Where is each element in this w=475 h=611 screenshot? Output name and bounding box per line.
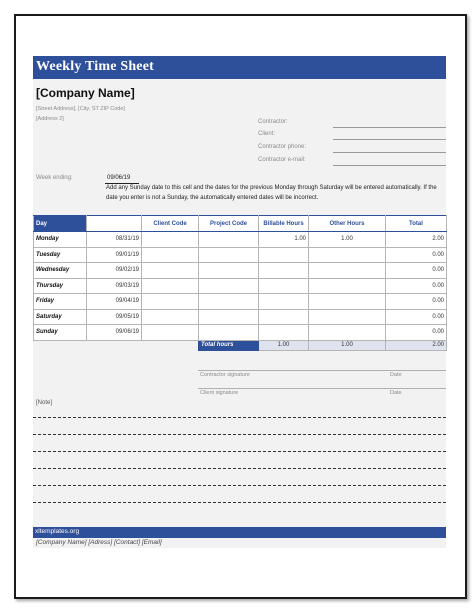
total-cell: 2.00 [386,232,447,248]
contractor-signature-line[interactable] [198,370,446,371]
project-code-cell[interactable] [199,325,259,341]
project-code-cell[interactable] [199,294,259,310]
date-cell: 09/06/19 [87,325,142,341]
timesheet-table [33,215,447,351]
contractor-date-label: Date [390,372,402,378]
contractor-email-label: Contractor e-mail: [258,157,306,163]
col-header-date [87,216,142,232]
client-code-cell[interactable] [142,325,199,341]
week-ending-value[interactable]: 09/06/19 [107,175,131,181]
client-date-label: Date [390,390,402,396]
contractor-label: Contractor: [258,119,288,125]
other-hours-cell[interactable] [309,278,386,294]
note-line [33,468,446,469]
note-line [33,451,446,452]
other-hours-cell[interactable] [309,309,386,325]
billable-hours-cell[interactable] [259,263,309,279]
table-row [34,309,447,325]
project-code-cell[interactable] [199,278,259,294]
client-field[interactable] [333,139,446,140]
day-cell: Thursday [34,278,87,294]
totals-row [34,340,447,350]
date-cell: 09/04/19 [87,294,142,310]
week-ending-note: Add any Sunday date to this cell and the dates for the previous Monday through Saturday will be entered automatically. If the date you enter is not a Sunday, the automatically entered dates will be incorrect. [106,185,437,201]
total-cell: 0.00 [386,309,447,325]
col-header-project-code: Project Code [199,216,259,232]
billable-hours-cell[interactable] [259,278,309,294]
client-code-cell[interactable] [142,309,199,325]
table-row [34,263,447,279]
contractor-email-field[interactable] [333,165,446,166]
client-code-cell[interactable] [142,263,199,279]
col-header-billable-hours: Billable Hours [259,216,309,232]
col-header-other-hours: Other Hours [309,216,386,232]
billable-hours-cell[interactable] [259,309,309,325]
date-cell: 09/03/19 [87,278,142,294]
company-name[interactable]: [Company Name] [36,86,135,100]
week-ending-label: Week ending: [36,175,73,181]
table-row [34,325,447,341]
day-cell: Monday [34,232,87,248]
contractor-phone-label: Contractor phone: [258,144,307,150]
notes-label: [Note] [36,400,53,406]
date-cell: 09/05/19 [87,309,142,325]
company-address2[interactable]: [Address 2] [36,116,64,122]
day-cell: Friday [34,294,87,310]
col-header-total: Total [386,216,447,232]
client-signature-label: Client signature [200,390,239,396]
col-header-client-code: Client Code [142,216,199,232]
project-code-cell[interactable] [199,247,259,263]
day-cell: Wednesday [34,263,87,279]
date-cell: 09/02/19 [87,263,142,279]
table-row [34,294,447,310]
billable-hours-cell[interactable]: 1.00 [259,232,309,248]
total-hours-label: Total hours [199,340,259,350]
company-street[interactable]: [Street Address], [City, ST ZIP Code] [36,106,125,112]
client-code-cell[interactable] [142,294,199,310]
note-line [33,502,446,503]
client-code-cell[interactable] [142,232,199,248]
total-cell: 0.00 [386,263,447,279]
date-cell: 08/31/19 [87,232,142,248]
day-cell: Saturday [34,309,87,325]
other-hours-cell[interactable] [309,263,386,279]
other-hours-cell[interactable] [309,247,386,263]
table-row [34,278,447,294]
billable-hours-cell[interactable] [259,325,309,341]
total-cell: 0.00 [386,325,447,341]
table-row [34,247,447,263]
note-line [33,485,446,486]
footer-bar [33,527,446,538]
client-code-cell[interactable] [142,247,199,263]
other-hours-cell[interactable] [309,325,386,341]
project-code-cell[interactable] [199,263,259,279]
other-hours-cell[interactable] [309,294,386,310]
day-cell: Sunday [34,325,87,341]
page-title: Weekly Time Sheet [36,59,154,74]
client-label: Client: [258,131,276,137]
total-cell: 0.00 [386,247,447,263]
total-billable-hours: 1.00 [259,340,309,350]
project-code-cell[interactable] [199,309,259,325]
table-row [34,232,447,248]
note-line [33,417,446,418]
col-header-day: Day [34,216,87,232]
total-hours-sum: 2.00 [386,340,447,350]
note-line [33,434,446,435]
client-signature-line[interactable] [198,388,446,389]
contractor-signature-label: Contractor signature [200,372,250,378]
other-hours-cell[interactable]: 1.00 [309,232,386,248]
total-cell: 0.00 [386,294,447,310]
billable-hours-cell[interactable] [259,247,309,263]
billable-hours-cell[interactable] [259,294,309,310]
footer-site: xltemplates.org [35,528,80,535]
project-code-cell[interactable] [199,232,259,248]
contractor-phone-field[interactable] [333,152,446,153]
total-other-hours: 1.00 [309,340,386,350]
date-cell: 09/01/19 [87,247,142,263]
contractor-field[interactable] [333,127,446,128]
client-code-cell[interactable] [142,278,199,294]
total-cell: 0.00 [386,278,447,294]
footer-contact: [Company Name] [Adress] [Contact] [Email] [36,539,162,546]
day-cell: Tuesday [34,247,87,263]
